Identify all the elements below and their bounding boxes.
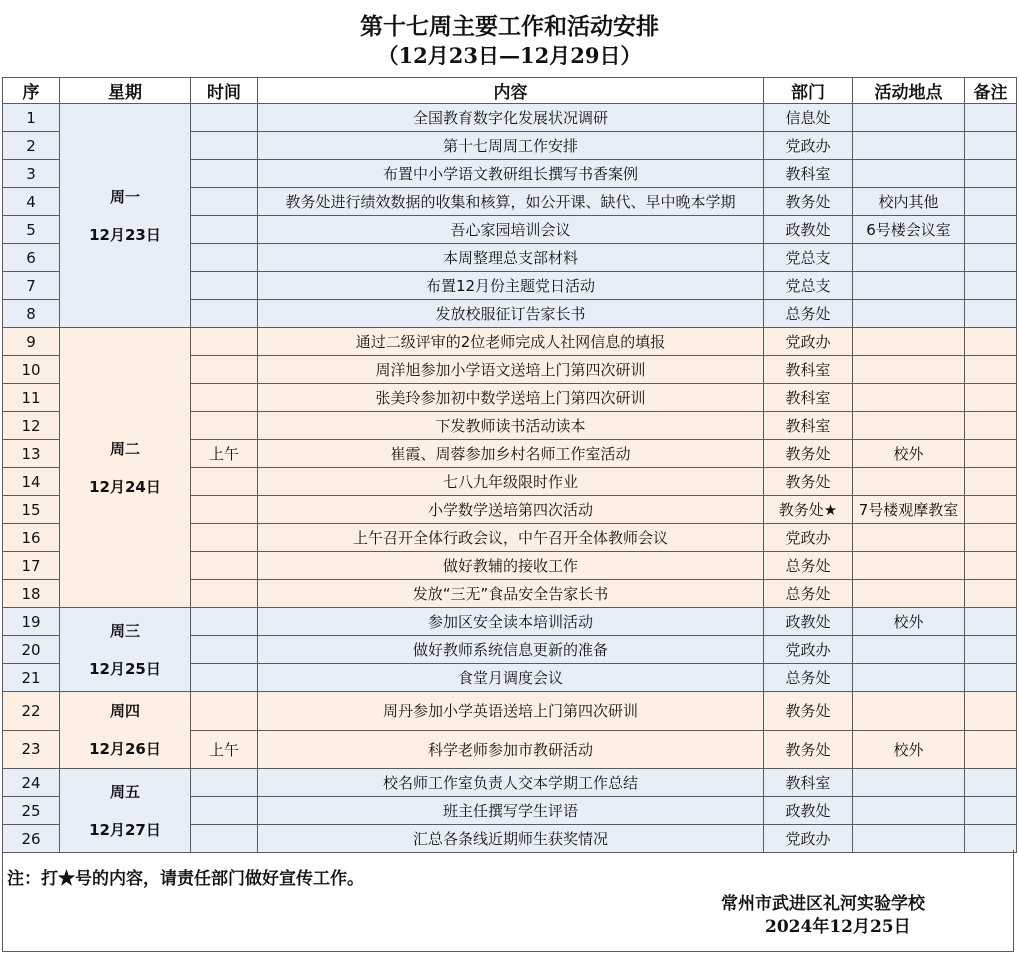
row-dept: 党总支 [764,272,853,300]
row-time [191,608,258,636]
row-place: 校外 [853,730,965,769]
weekday-name: 周一 [109,187,140,206]
row-content: 发放校服征订告家长书 [258,300,764,328]
row-time [191,552,258,580]
row-content: 张美玲参加初中数学送培上门第四次研训 [258,384,764,412]
row-seq: 18 [3,580,60,608]
row-seq: 19 [3,608,60,636]
row-place: 6号楼会议室 [853,216,965,244]
row-dept: 党总支 [764,244,853,272]
row-content: 教务处进行绩效数据的收集和核算，如公开课、缺代、早中晚本学期 [258,188,764,216]
weekday-cell [60,608,191,692]
row-time: 上午 [191,730,258,769]
row-place [853,580,965,608]
row-time [191,692,258,731]
row-content: 布置12月份主题党日活动 [258,272,764,300]
school-signature: 常州市武进区礼河实验学校 [721,894,925,914]
row-place [853,244,965,272]
weekday-date: 12月24日 [89,477,161,496]
row-seq: 20 [3,636,60,664]
row-dept: 总务处 [764,664,853,692]
header-row [3,78,1017,104]
row-dept: 政教处 [764,797,853,825]
row-remark [965,636,1017,664]
row-time [191,384,258,412]
footnote: 注：打★号的内容，请责任部门做好宣传工作。 [7,869,364,889]
row-remark [965,580,1017,608]
header-dept: 部门 [764,78,853,104]
row-time [191,160,258,188]
table-row [3,692,1017,731]
row-time [191,272,258,300]
row-time [191,468,258,496]
weekday-date: 12月23日 [89,225,161,244]
row-dept: 总务处 [764,552,853,580]
row-remark [965,160,1017,188]
row-content: 食堂月调度会议 [258,664,764,692]
row-seq: 11 [3,384,60,412]
row-content: 周丹参加小学英语送培上门第四次研训 [258,692,764,731]
row-place [853,552,965,580]
row-time [191,216,258,244]
row-seq: 9 [3,328,60,356]
row-time [191,412,258,440]
row-dept: 党政办 [764,328,853,356]
row-content: 下发教师读书活动读本 [258,412,764,440]
row-dept: 教务处★ [764,496,853,524]
row-place: 校内其他 [853,188,965,216]
row-time [191,328,258,356]
row-place [853,160,965,188]
row-place [853,328,965,356]
table-row [3,104,1017,132]
row-time [191,769,258,797]
row-seq: 25 [3,797,60,825]
row-time [191,244,258,272]
row-seq: 12 [3,412,60,440]
row-content: 做好教辅的接收工作 [258,552,764,580]
row-time [191,356,258,384]
row-seq: 5 [3,216,60,244]
row-place: 校外 [853,440,965,468]
row-dept: 教务处 [764,468,853,496]
row-content: 本周整理总支部材料 [258,244,764,272]
row-seq: 6 [3,244,60,272]
row-seq: 8 [3,300,60,328]
row-remark [965,300,1017,328]
row-time [191,132,258,160]
row-place [853,356,965,384]
row-dept: 教科室 [764,769,853,797]
row-dept: 教科室 [764,384,853,412]
row-content: 第十七周周工作安排 [258,132,764,160]
row-time [191,664,258,692]
row-seq: 10 [3,356,60,384]
row-remark [965,104,1017,132]
weekday-name: 周三 [109,621,140,640]
row-seq: 16 [3,524,60,552]
row-time [191,580,258,608]
signature-date: 2024年12月25日 [765,917,911,937]
row-remark [965,769,1017,797]
weekday-date: 12月25日 [89,659,161,678]
row-content: 参加区安全读本培训活动 [258,608,764,636]
row-dept: 总务处 [764,300,853,328]
row-content: 崔霞、周蓉参加乡村名师工作室活动 [258,440,764,468]
header-place: 活动地点 [853,78,965,104]
footer-area [2,850,1014,952]
row-content: 小学数学送培第四次活动 [258,496,764,524]
row-remark [965,328,1017,356]
row-content: 全国教育数字化发展状况调研 [258,104,764,132]
schedule-table [2,77,1017,853]
weekday-cell [60,692,191,769]
row-remark [965,664,1017,692]
row-seq: 17 [3,552,60,580]
row-place [853,104,965,132]
row-dept: 教务处 [764,188,853,216]
row-dept: 教科室 [764,160,853,188]
row-dept: 教科室 [764,412,853,440]
row-remark [965,356,1017,384]
row-place [853,664,965,692]
row-content: 科学老师参加市教研活动 [258,730,764,769]
table-row [3,608,1017,636]
row-seq: 7 [3,272,60,300]
row-place [853,825,965,853]
row-content: 周洋旭参加小学语文送培上门第四次研训 [258,356,764,384]
row-content: 做好教师系统信息更新的准备 [258,636,764,664]
row-seq: 22 [3,692,60,731]
row-seq: 4 [3,188,60,216]
row-dept: 教科室 [764,356,853,384]
header-weekday: 星期 [60,78,191,104]
row-time [191,104,258,132]
row-time [191,825,258,853]
row-place [853,468,965,496]
row-remark [965,272,1017,300]
row-dept: 党政办 [764,132,853,160]
row-place [853,412,965,440]
row-dept: 教务处 [764,440,853,468]
header-content: 内容 [258,78,764,104]
row-remark [965,440,1017,468]
row-content: 上午召开全体行政会议，中午召开全体教师会议 [258,524,764,552]
row-seq: 1 [3,104,60,132]
row-time [191,496,258,524]
row-seq: 23 [3,730,60,769]
row-dept: 党政办 [764,825,853,853]
page-title: 第十七周主要工作和活动安排 [360,13,659,40]
row-content: 校名师工作室负责人交本学期工作总结 [258,769,764,797]
weekday-name: 周二 [109,439,140,458]
row-dept: 政教处 [764,216,853,244]
row-dept: 信息处 [764,104,853,132]
row-place [853,692,965,731]
table-row [3,328,1017,356]
row-content: 通过二级评审的2位老师完成人社网信息的填报 [258,328,764,356]
weekday-date: 12月26日 [89,740,161,758]
row-remark [965,216,1017,244]
weekday-name: 周四 [109,702,140,720]
row-place [853,384,965,412]
row-place [853,300,965,328]
row-content: 汇总各条线近期师生获奖情况 [258,825,764,853]
date-range-subtitle: （12月23日—12月29日） [377,43,642,68]
row-remark [965,412,1017,440]
header-seq: 序 [3,78,60,104]
row-place [853,524,965,552]
row-place [853,272,965,300]
row-remark [965,132,1017,160]
row-remark [965,496,1017,524]
row-content: 吾心家园培训会议 [258,216,764,244]
row-place [853,636,965,664]
row-seq: 21 [3,664,60,692]
row-remark [965,524,1017,552]
row-remark [965,468,1017,496]
row-remark [965,384,1017,412]
row-seq: 24 [3,769,60,797]
header-time: 时间 [191,78,258,104]
row-time [191,797,258,825]
row-remark [965,825,1017,853]
row-seq: 15 [3,496,60,524]
weekday-date: 12月27日 [89,820,161,839]
row-remark [965,244,1017,272]
row-time [191,524,258,552]
row-place [853,797,965,825]
table-row [3,769,1017,797]
row-dept: 党政办 [764,636,853,664]
row-remark [965,608,1017,636]
header-remark: 备注 [965,78,1017,104]
row-time [191,188,258,216]
row-dept: 教务处 [764,730,853,769]
row-dept: 党政办 [764,524,853,552]
row-remark [965,692,1017,731]
row-content: 班主任撰写学生评语 [258,797,764,825]
row-remark [965,188,1017,216]
weekday-cell [60,104,191,328]
weekday-cell [60,328,191,608]
row-place: 7号楼观摩教室 [853,496,965,524]
row-dept: 总务处 [764,580,853,608]
row-time [191,300,258,328]
row-seq: 3 [3,160,60,188]
row-time: 上午 [191,440,258,468]
row-time [191,636,258,664]
row-remark [965,797,1017,825]
weekday-name: 周五 [109,782,140,801]
row-place [853,769,965,797]
row-place [853,132,965,160]
row-seq: 14 [3,468,60,496]
row-content: 布置中小学语文教研组长撰写书香案例 [258,160,764,188]
row-remark [965,552,1017,580]
row-place: 校外 [853,608,965,636]
weekday-cell [60,769,191,853]
row-seq: 26 [3,825,60,853]
row-dept: 政教处 [764,608,853,636]
row-content: 发放“三无”食品安全告家长书 [258,580,764,608]
row-seq: 13 [3,440,60,468]
row-seq: 2 [3,132,60,160]
row-dept: 教务处 [764,692,853,731]
row-content: 七八九年级限时作业 [258,468,764,496]
row-remark [965,730,1017,769]
